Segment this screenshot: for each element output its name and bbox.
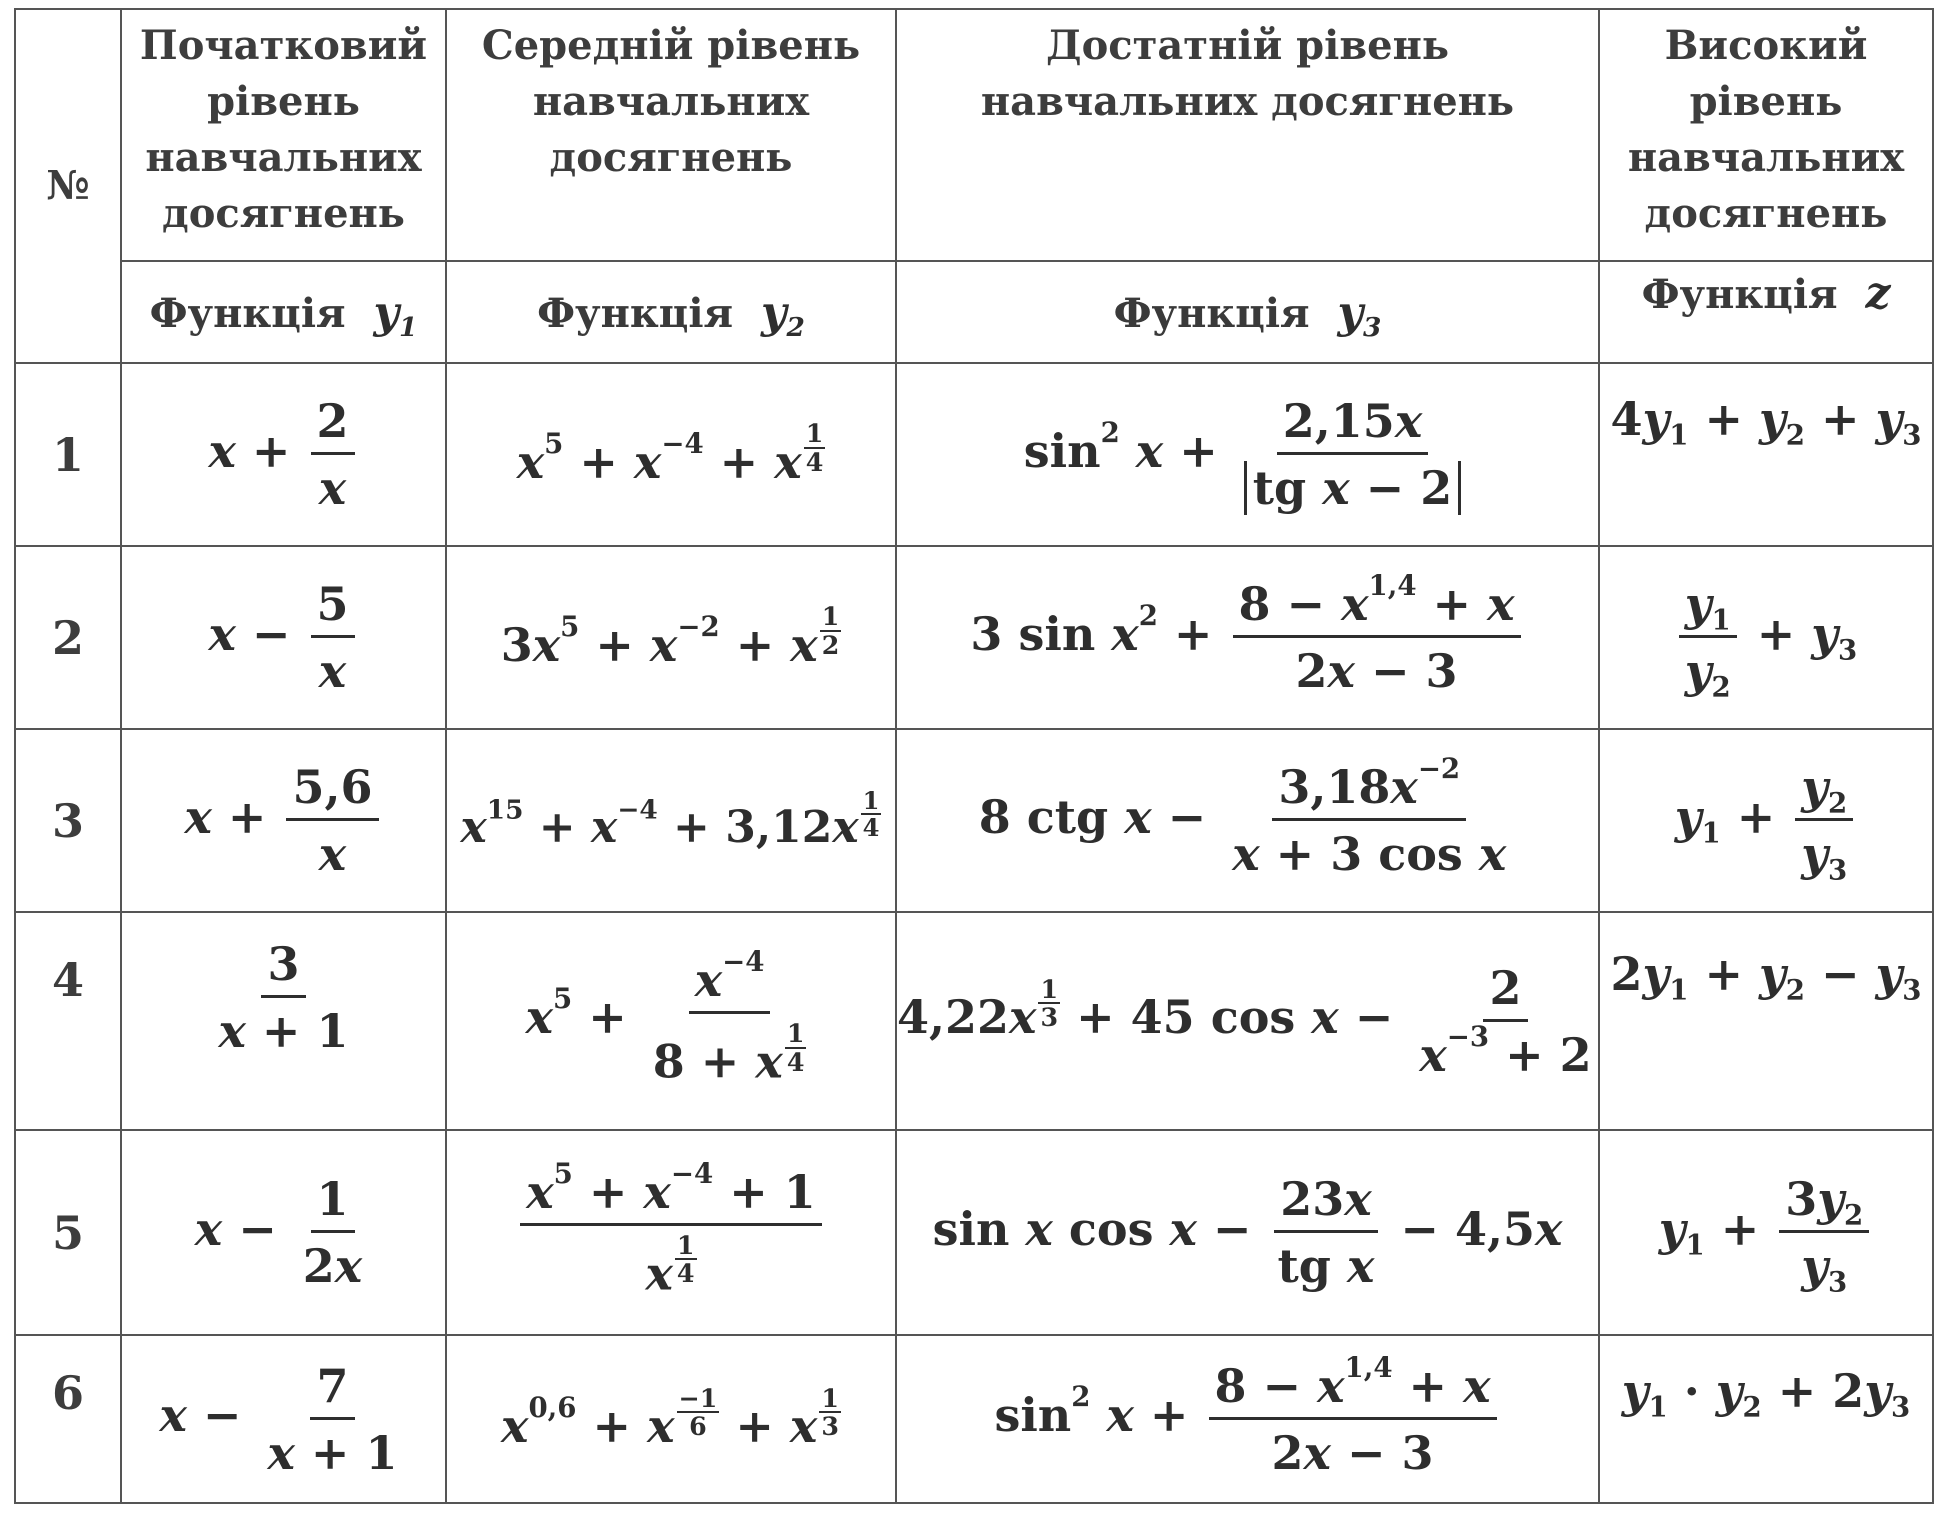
formula-y3: sin x cos x − $\frac{23x}{\text{tg x}}$ − 4,5x bbox=[896, 1130, 1599, 1335]
level-header-initial: Початковий рівень навчальних досягнень bbox=[121, 9, 446, 261]
formula-y1: $\frac{3}{x + 1}$ bbox=[121, 912, 446, 1130]
function-label-z: Функція z bbox=[1599, 261, 1933, 363]
formula-y3: 8 ctg x − $\frac{3,18x^{-2}}{\text{x + 3 cos x}}$ bbox=[896, 729, 1599, 912]
formula-y2: $x^{0,6} + x$ $\frac{-1}{6}$ + x $\frac{1}{3}$ bbox=[446, 1335, 896, 1503]
formula-z: $2y_1 + y_2 - y_3$ bbox=[1599, 912, 1933, 1130]
formula-y1: x + $\frac{5,6}{x}$ bbox=[121, 729, 446, 912]
header-row bbox=[15, 9, 1933, 261]
formula-z: $4y_1 + y_2 + y_3$ bbox=[1599, 363, 1933, 546]
level-header-sufficient: Достатній рівень навчальних досягнень bbox=[896, 9, 1599, 261]
formula-z: $\frac{y_1}{y_2}$ + $y_3$ bbox=[1599, 546, 1933, 729]
table-row bbox=[15, 729, 1933, 912]
formula-z: $y_1$ + $\frac{3y_2}{y_3}$ bbox=[1599, 1130, 1933, 1335]
level-header-high: Високий рівень навчальних досягнень bbox=[1599, 9, 1933, 261]
formula-y3: $\sin^2 x$ + $\frac{8 - x^{1,4} + x}{2x - 3}$ bbox=[896, 1335, 1599, 1503]
function-label-y2: Функція $y_2$ bbox=[446, 261, 896, 363]
formula-y1: x − $\frac{5}{x}$ bbox=[121, 546, 446, 729]
number-header: № bbox=[15, 9, 121, 363]
formula-y2: $x^5 + x^{-4} + 1$ x $\frac{1}{4}$ bbox=[446, 1130, 896, 1335]
row-number: 4 bbox=[15, 912, 121, 1130]
table-row bbox=[15, 546, 1933, 729]
function-label-y3: Функція $y_3$ bbox=[896, 261, 1599, 363]
table-row bbox=[15, 912, 1933, 1130]
formula-z: $y_1$ + $\frac{y_2}{y_3}$ bbox=[1599, 729, 1933, 912]
table-row bbox=[15, 363, 1933, 546]
row-number: 3 bbox=[15, 729, 121, 912]
formula-y3: $\sin^2 x$ + $\frac{2,15x}{\text{tg x − 2}}$ bbox=[896, 363, 1599, 546]
row-number: 5 bbox=[15, 1130, 121, 1335]
formula-z: $y_1 \cdot y_2 + 2y_3$ bbox=[1599, 1335, 1933, 1503]
formula-y3: 3 $\sin x^2$ + $\frac{8 - x^{1,4} + x}{2x - 3}$ bbox=[896, 546, 1599, 729]
row-number: 6 bbox=[15, 1335, 121, 1503]
formula-y1: x − $\frac{7}{x + 1}$ bbox=[121, 1335, 446, 1503]
formula-y1: x − $\frac{1}{2x}$ bbox=[121, 1130, 446, 1335]
formula-y3: 4,22x $\frac{1}{3}$ + 45 cos x − $\frac{2}{x^{-3} + 2}$ bbox=[896, 912, 1599, 1130]
row-number: 1 bbox=[15, 363, 121, 546]
table-row bbox=[15, 1130, 1933, 1335]
formula-y2: $x^5$ + $x^{-4}$ 8 + x $\frac{1}{4}$ bbox=[446, 912, 896, 1130]
functions-table bbox=[14, 8, 1934, 1504]
table-row bbox=[15, 1335, 1933, 1503]
row-number: 2 bbox=[15, 546, 121, 729]
formula-y2: $x^5 + x^{-4} + x$ $\frac{1}{4}$ bbox=[446, 363, 896, 546]
level-header-medium: Середній рівень навчальних досягнень bbox=[446, 9, 896, 261]
formula-y2: $3x^5 + x^{-2} + x$ $\frac{1}{2}$ bbox=[446, 546, 896, 729]
formula-y1: x + $\frac{2}{x}$ bbox=[121, 363, 446, 546]
formula-y2: $x^{15} + x^{-4} + 3,12x$ $\frac{1}{4}$ bbox=[446, 729, 896, 912]
function-label-y1: Функція $y_1$ bbox=[121, 261, 446, 363]
function-header-row bbox=[15, 261, 1933, 363]
